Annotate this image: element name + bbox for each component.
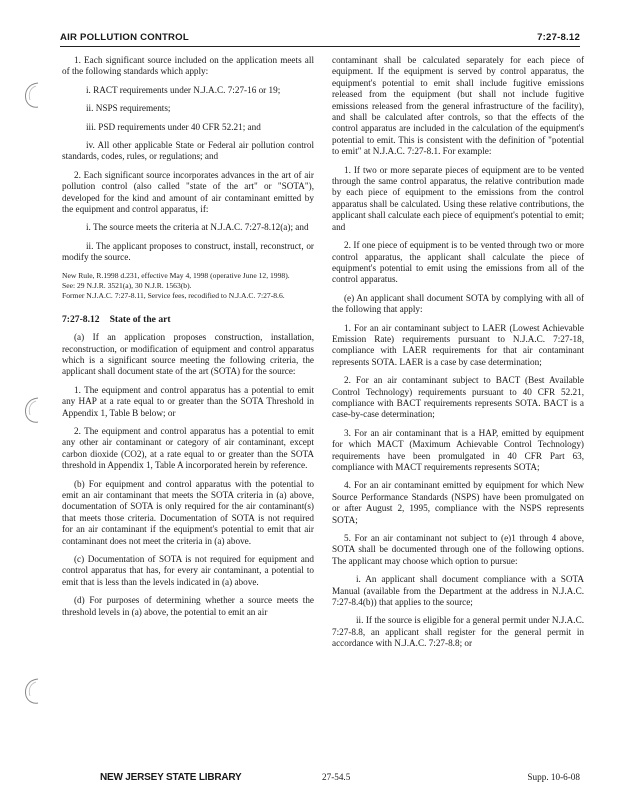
binder-hole-icon (20, 676, 46, 706)
paragraph: (a) If an application proposes construction, installation, reconstruction, or modification of equipment and control apparatus which is a significant source meeting the following criteria, the applicant shall document state of the art (SOTA) for the source: (62, 332, 314, 377)
page-number: 27-54.5 (322, 772, 351, 782)
header-chapter-title: AIR POLLUTION CONTROL (60, 32, 189, 43)
paragraph: 5. For an air contaminant not subject to (e)1 through 4 above, SOTA shall be documented through one of the following options. The applicant may choose which option to pursue: (332, 533, 584, 566)
paragraph: 2. Each significant source incorporates advances in the art of air pollution control (also called "state of the art" or "SOTA"), developed for the kind and amount of air contaminant emitted by the equipment and control apparatus, if: (62, 169, 314, 215)
section-number: 7:27-8.12 (62, 313, 100, 325)
left-column (62, 55, 314, 625)
section-heading (62, 314, 314, 325)
paragraph: 1. For an air contaminant subject to LAER (Lowest Achievable Emission Rate) requirements pursuant to N.J.A.C. 7:27-18, compliance with LAER requirements for that air contaminant represents SOTA. LAER is a case by case determination; (332, 322, 584, 367)
running-footer (60, 772, 580, 786)
paragraph: 1. If two or more separate pieces of equipment are to be vented through the same control apparatus, the relative contribution made by each piece of equipment to the emissions from the control apparatus shall be calculated. Using these relative contributions, the applicant shall calculate each piece of equipment's potential to emit; and (332, 164, 584, 232)
paragraph: ii. If the source is eligible for a general permit under N.J.A.C. 7:27-8.8, an applicant shall register for the general permit in accordance with N.J.A.C. 7:27-8.8; or (332, 615, 584, 649)
paragraph: (d) For purposes of determining whether a source meets the threshold levels in (a) above, the potential to emit an air (62, 595, 314, 617)
library-stamp: NEW JERSEY STATE LIBRARY (100, 772, 242, 783)
paragraph: 3. For an air contaminant that is a HAP, emitted by equipment for which MACT (Maximum Achievable Control Technology) requirements have been promulgated in 40 CFR Part 63, compliance with MACT requirements represents SOTA; (332, 427, 584, 472)
source-note: Former N.J.A.C. 7:27-8.11, Service fees, recodified to N.J.A.C. 7:27-8.6. (62, 290, 285, 300)
paragraph: 2. The equipment and control apparatus has a potential to emit any other air contaminant or category of air contaminant, except carbon dioxide (CO2), at a rate equal to or greater than the SOTA threshold in Appendix 1, Table A incorporated herein by reference. (62, 425, 314, 471)
paragraph: (c) Documentation of SOTA is not required for equipment and control apparatus that has, for every air contaminant, a potential to emit that is less than the levels indicated in (a) above. (62, 554, 314, 587)
binder-hole-icon (20, 395, 46, 425)
paragraph: i. An applicant shall document compliance with a SOTA Manual (available from the Department at the address in N.J.A.C. 7:27-8.4(b)) that applies to the source; (332, 574, 584, 608)
paragraph: 1. Each significant source included on the application meets all of the following standards which apply: (62, 55, 314, 77)
paragraph: iv. All other applicable State or Federal air pollution control standards, codes, rules, or regulations; and (62, 140, 314, 162)
paragraph: 1. The equipment and control apparatus has a potential to emit any HAP at a rate equal to or greater than the SOTA Threshold in Appendix 1, Table B below; or (62, 384, 314, 418)
paragraph: ii. The applicant proposes to construct, install, reconstruct, or modify the source. (62, 240, 314, 263)
paragraph: (e) An applicant shall document SOTA by complying with all of the following that apply: (332, 292, 584, 315)
paragraph: 2. If one piece of equipment is to be vented through two or more control apparatus, the applicant shall calculate the piece of equipment's potential to emit using the emissions from all of the control apparatus. (332, 240, 584, 285)
paragraph: 4. For an air contaminant emitted by equipment for which New Source Performance Standards (NSPS) have been promulgated on or after August 2, 1995, compliance with the NSPS represents SOTA; (332, 480, 584, 525)
section-title: State of the art (109, 313, 171, 325)
source-note: New Rule, R.1998 d.231, effective May 4, 1998 (operative June 12, 1998). (62, 270, 290, 280)
paragraph: ii. NSPS requirements; (86, 103, 171, 114)
paragraph: 2. For an air contaminant subject to BACT (Best Available Control Technology) requirements pursuant to 40 CFR 52.21, compliance with BACT requirements represents SOTA. BACT is a case-by-case determination; (332, 375, 584, 420)
supplement-date: Supp. 10-6-08 (527, 772, 580, 782)
source-note: See: 29 N.J.R. 3521(a), 30 N.J.R. 1563(b). (62, 280, 192, 290)
paragraph: iii. PSD requirements under 40 CFR 52.21; and (86, 121, 261, 132)
paragraph: i. The source meets the criteria at N.J.A.C. 7:27-8.12(a); and (86, 222, 309, 233)
header-section-number: 7:27-8.12 (537, 32, 580, 43)
paragraph: contaminant shall be calculated separately for each piece of equipment. If the equipment is served by control apparatus, the equipment's potential to emit shall include fugitive emissions released from the equipment (but shall not include fugitive emissions released from the general infrastructure of the facility), and shall be calculated after controls, so that the effects of the control apparatus are included in the calculation of the equipment's potential to emit. This is consistent with the definition of "potential to emit" at N.J.A.C. 7:27-8.1. For example: (332, 55, 584, 157)
paragraph: i. RACT requirements under N.J.A.C. 7:27-16 or 19; (86, 84, 281, 95)
running-header (60, 30, 580, 47)
right-column (332, 55, 584, 657)
binder-hole-icon (20, 80, 46, 110)
paragraph: (b) For equipment and control apparatus with the potential to emit an air contaminant that meets the SOTA criteria in (a) above, documentation of SOTA is only required for the air contaminant(s) that meets those criteria. Documentation of SOTA is not required for an air contaminant if the equipment's potential to emit that air contaminant does not meet the criteria in (a) above. (62, 478, 314, 546)
